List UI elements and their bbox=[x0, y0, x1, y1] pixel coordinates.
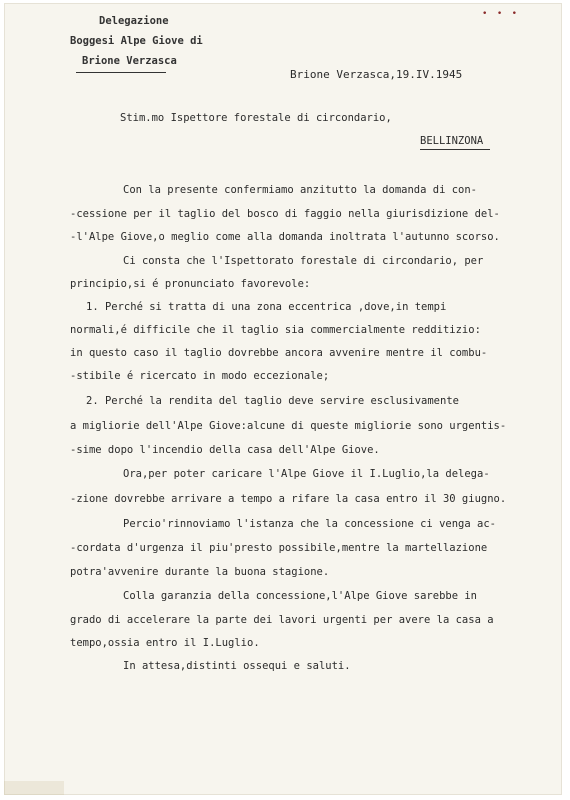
body-line: -zione dovrebbe arrivare a tempo a rifare la casa entro il 30 giugno. bbox=[70, 493, 507, 505]
body-line: principio,si é pronunciato favorevole: bbox=[70, 278, 311, 290]
body-line: 2. Perché la rendita del taglio deve servire esclusivamente bbox=[86, 395, 459, 407]
date-line: Brione Verzasca,19.IV.1945 bbox=[290, 68, 463, 81]
body-line: Percio'rinnoviamo l'istanza che la concessione ci venga ac- bbox=[123, 518, 496, 530]
body-line: -cordata d'urgenza il piu'presto possibile,mentre la martellazione bbox=[70, 542, 488, 554]
body-line: -stibile é ricercato in modo eccezionale; bbox=[70, 370, 330, 382]
letterhead-line-2: Boggesi Alpe Giove di bbox=[70, 35, 203, 47]
body-line: a migliorie dell'Alpe Giove:alcune di queste migliorie sono urgentis- bbox=[70, 420, 507, 432]
letterhead-underline bbox=[76, 72, 166, 73]
body-line: in questo caso il taglio dovrebbe ancora avvenire mentre il combu- bbox=[70, 347, 488, 359]
body-line: tempo,ossia entro il I.Luglio. bbox=[70, 637, 260, 649]
body-line: Ora,per poter caricare l'Alpe Giove il I.Luglio,la delega- bbox=[123, 468, 490, 480]
body-line: -cessione per il taglio del bosco di faggio nella giurisdizione del- bbox=[70, 208, 500, 220]
letterhead-line-3: Brione Verzasca bbox=[82, 55, 177, 67]
body-line: Colla garanzia della concessione,l'Alpe Giove sarebbe in bbox=[123, 590, 478, 602]
body-line: 1. Perché si tratta di una zona eccentrica ,dove,in tempi bbox=[86, 301, 447, 313]
corner-mark: • • • bbox=[482, 9, 520, 19]
paper-stain bbox=[4, 781, 64, 795]
recipient-city: BELLINZONA bbox=[420, 135, 484, 147]
recipient-city-underline bbox=[420, 149, 490, 150]
body-line: normali,é difficile che il taglio sia commercialmente redditizio: bbox=[70, 324, 481, 336]
body-line: potra'avvenire durante la buona stagione. bbox=[70, 566, 330, 578]
body-line: Con la presente confermiamo anzitutto la domanda di con- bbox=[123, 184, 478, 196]
body-line: Ci consta che l'Ispettorato forestale di circondario, per bbox=[123, 255, 484, 267]
recipient-line: Stim.mo Ispettore forestale di circondario, bbox=[120, 112, 392, 124]
body-line: -sime dopo l'incendio della casa dell'Alpe Giove. bbox=[70, 444, 380, 456]
body-line: -l'Alpe Giove,o meglio come alla domanda inoltrata l'autunno scorso. bbox=[70, 231, 500, 243]
body-line: In attesa,distinti ossequi e saluti. bbox=[123, 660, 351, 672]
letterhead-line-1: Delegazione bbox=[99, 15, 169, 27]
body-line: grado di accelerare la parte dei lavori urgenti per avere la casa a bbox=[70, 614, 494, 626]
